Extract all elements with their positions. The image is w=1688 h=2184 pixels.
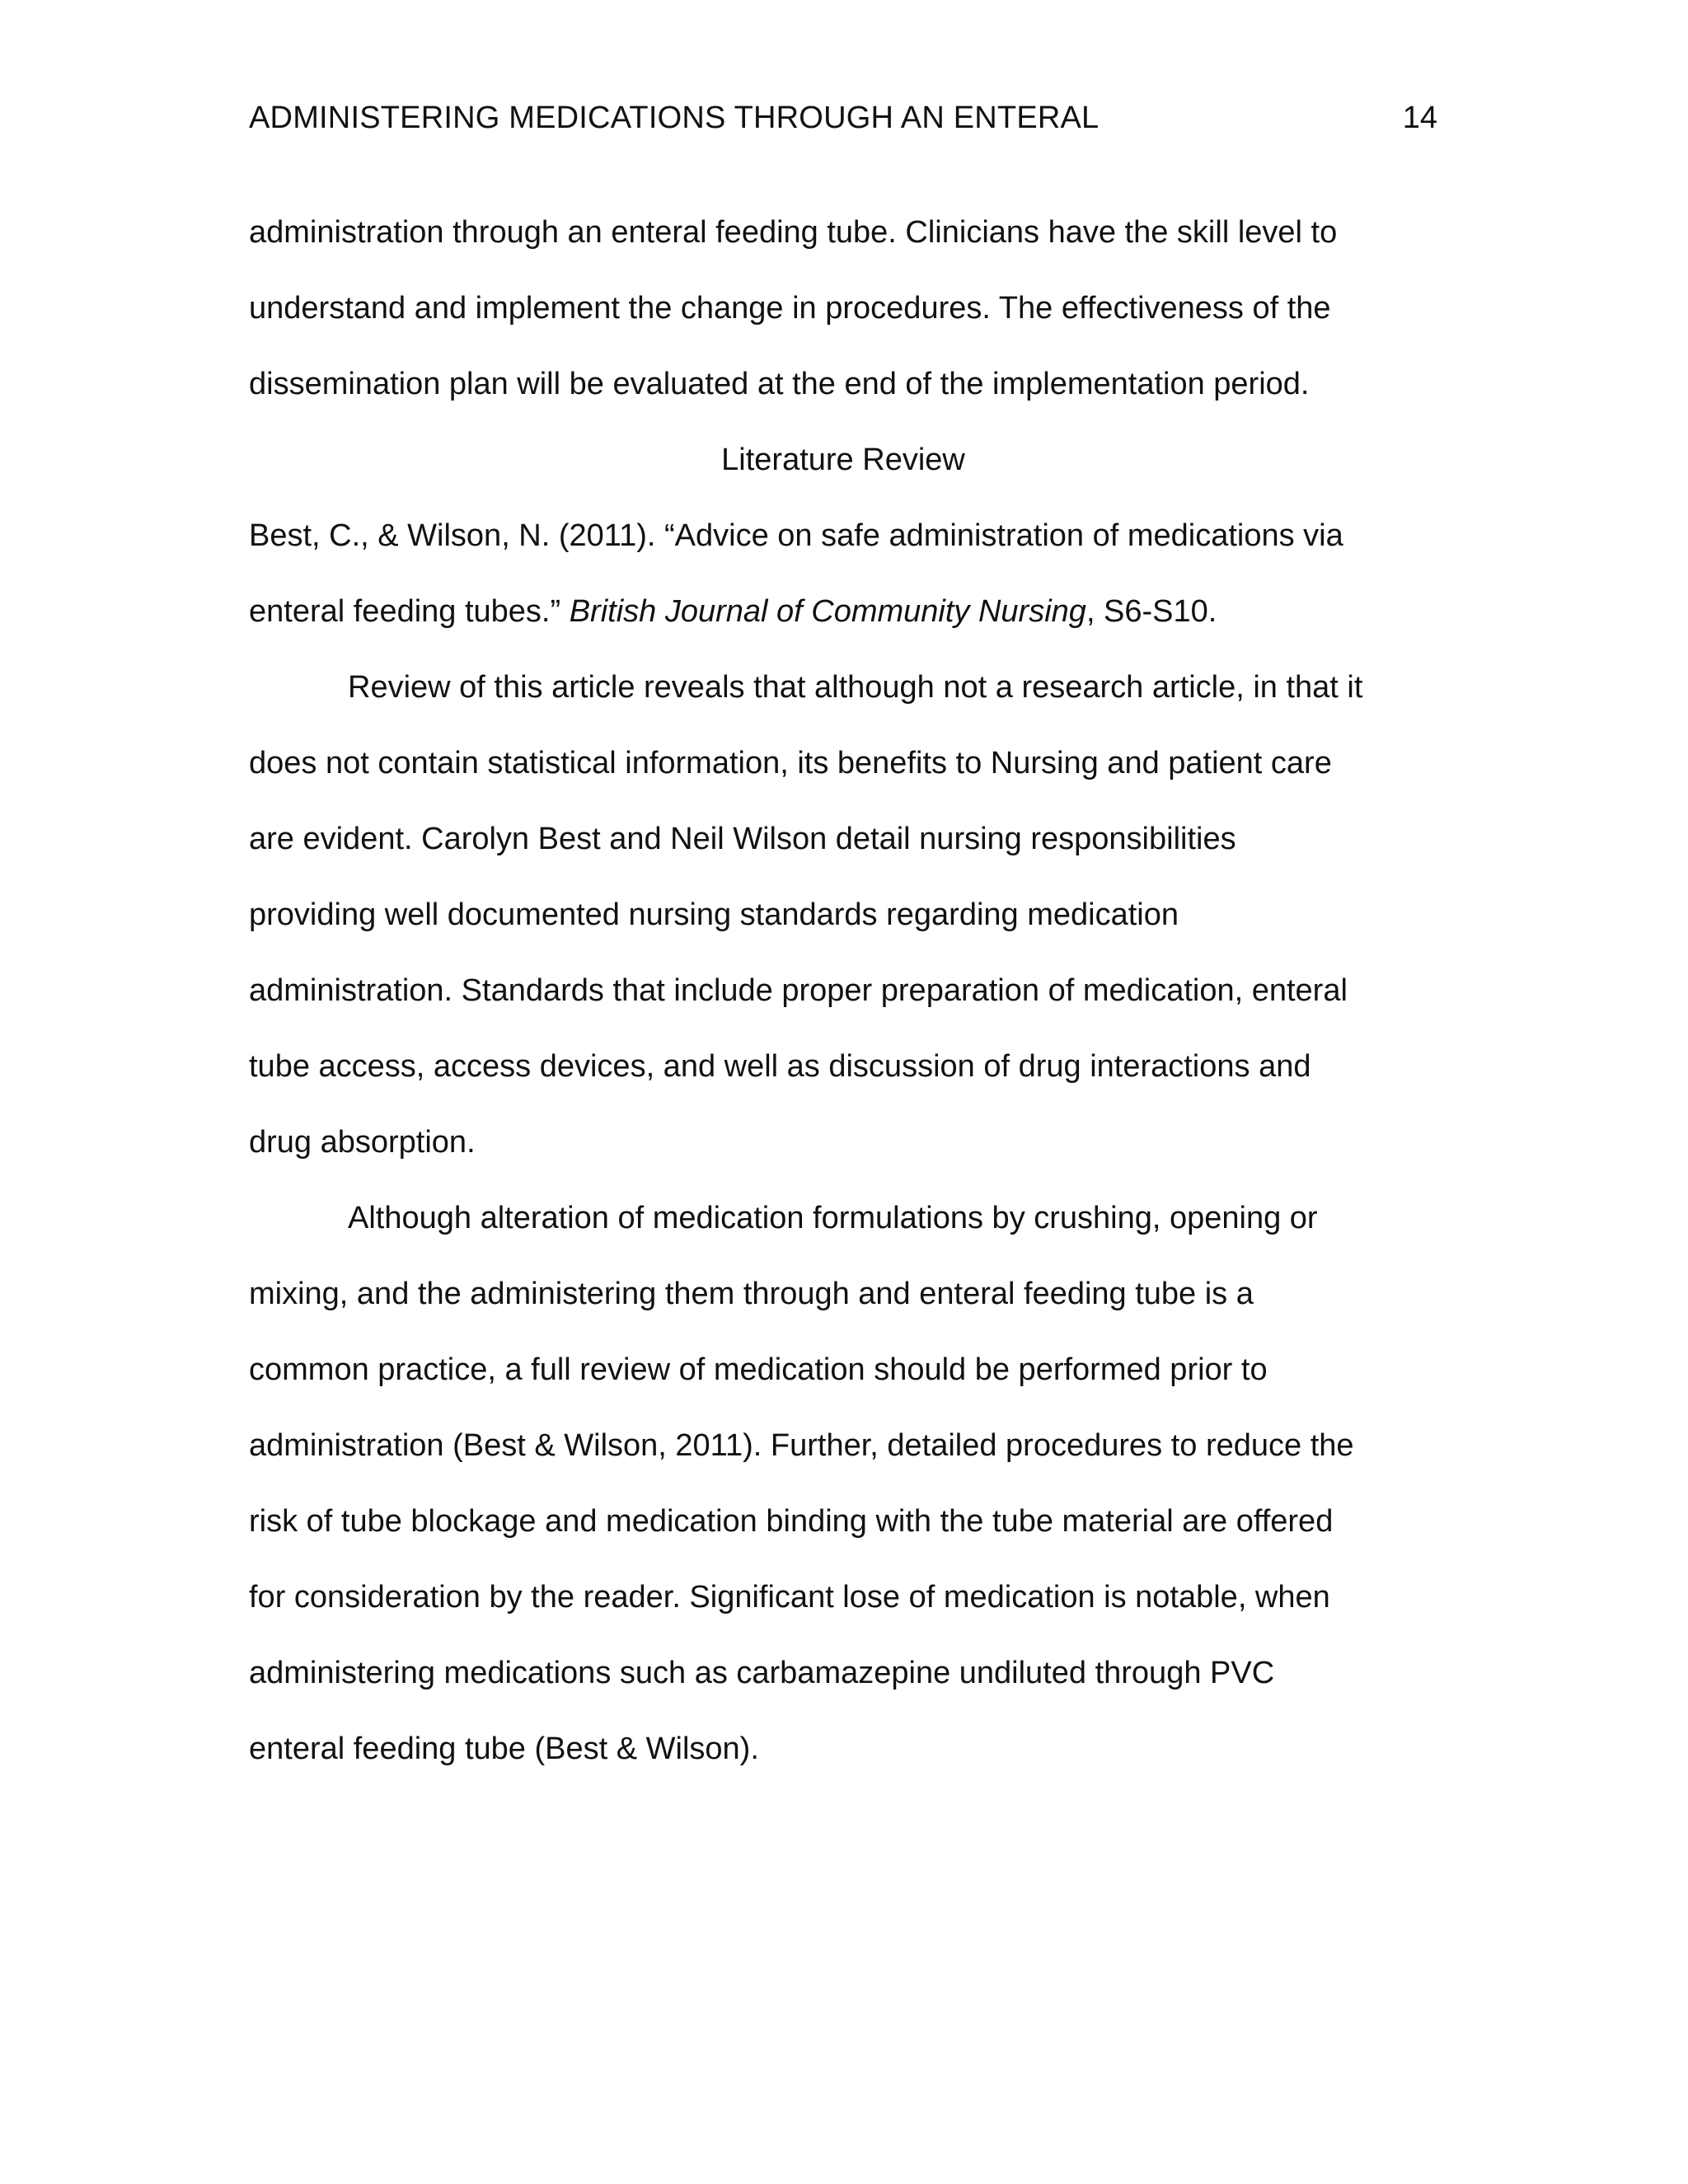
paragraph-2-line: enteral feeding tube (Best & Wilson). bbox=[249, 1732, 759, 1766]
intro-line: administration through an enteral feeding tube. Clinicians have the skill level to bbox=[249, 215, 1338, 250]
paragraph-2-line: mixing, and the administering them through and enteral feeding tube is a bbox=[249, 1277, 1254, 1311]
paragraph-1-line: Review of this article reveals that although not a research article, in that it bbox=[348, 670, 1363, 705]
citation-suffix: , S6-S10. bbox=[1085, 594, 1217, 629]
intro-line: dissemination plan will be evaluated at the end of the implementation period. bbox=[249, 367, 1310, 401]
paragraph-1-line: drug absorption. bbox=[249, 1125, 476, 1160]
paragraph-1-line: are evident. Carolyn Best and Neil Wilson detail nursing responsibilities bbox=[249, 822, 1236, 856]
paragraph-1-line: administration. Standards that include proper preparation of medication, enteral bbox=[249, 973, 1348, 1008]
citation-line-2 bbox=[249, 574, 1444, 649]
paragraph-2-line: risk of tube blockage and medication binding with the tube material are offered bbox=[249, 1504, 1334, 1539]
running-head: ADMINISTERING MEDICATIONS THROUGH AN ENTERAL bbox=[249, 101, 1100, 135]
journal-title: British Journal of Community Nursing bbox=[569, 594, 1086, 629]
paragraph-1-line: providing well documented nursing standards regarding medication bbox=[249, 898, 1179, 932]
page-number: 14 bbox=[1402, 101, 1437, 135]
citation-line-1: Best, C., & Wilson, N. (2011). “Advice on safe administration of medications via bbox=[249, 518, 1343, 553]
citation-prefix: enteral feeding tubes.” bbox=[249, 594, 570, 629]
paragraph-1-line: does not contain statistical information, its benefits to Nursing and patient care bbox=[249, 746, 1332, 780]
body-text bbox=[249, 194, 1444, 1787]
paragraph-2-line: administering medications such as carbamazepine undiluted through PVC bbox=[249, 1656, 1275, 1690]
section-heading: Literature Review bbox=[721, 443, 965, 477]
paragraph-1-line: tube access, access devices, and well as discussion of drug interactions and bbox=[249, 1049, 1311, 1084]
paragraph-2-line: for consideration by the reader. Significant lose of medication is notable, when bbox=[249, 1580, 1330, 1615]
paragraph-2-line: Although alteration of medication formulations by crushing, opening or bbox=[348, 1201, 1318, 1235]
paragraph-2-line: common practice, a full review of medication should be performed prior to bbox=[249, 1352, 1268, 1387]
intro-line: understand and implement the change in procedures. The effectiveness of the bbox=[249, 291, 1331, 326]
paragraph-2-line: administration (Best & Wilson, 2011). Further, detailed procedures to reduce the bbox=[249, 1428, 1354, 1463]
